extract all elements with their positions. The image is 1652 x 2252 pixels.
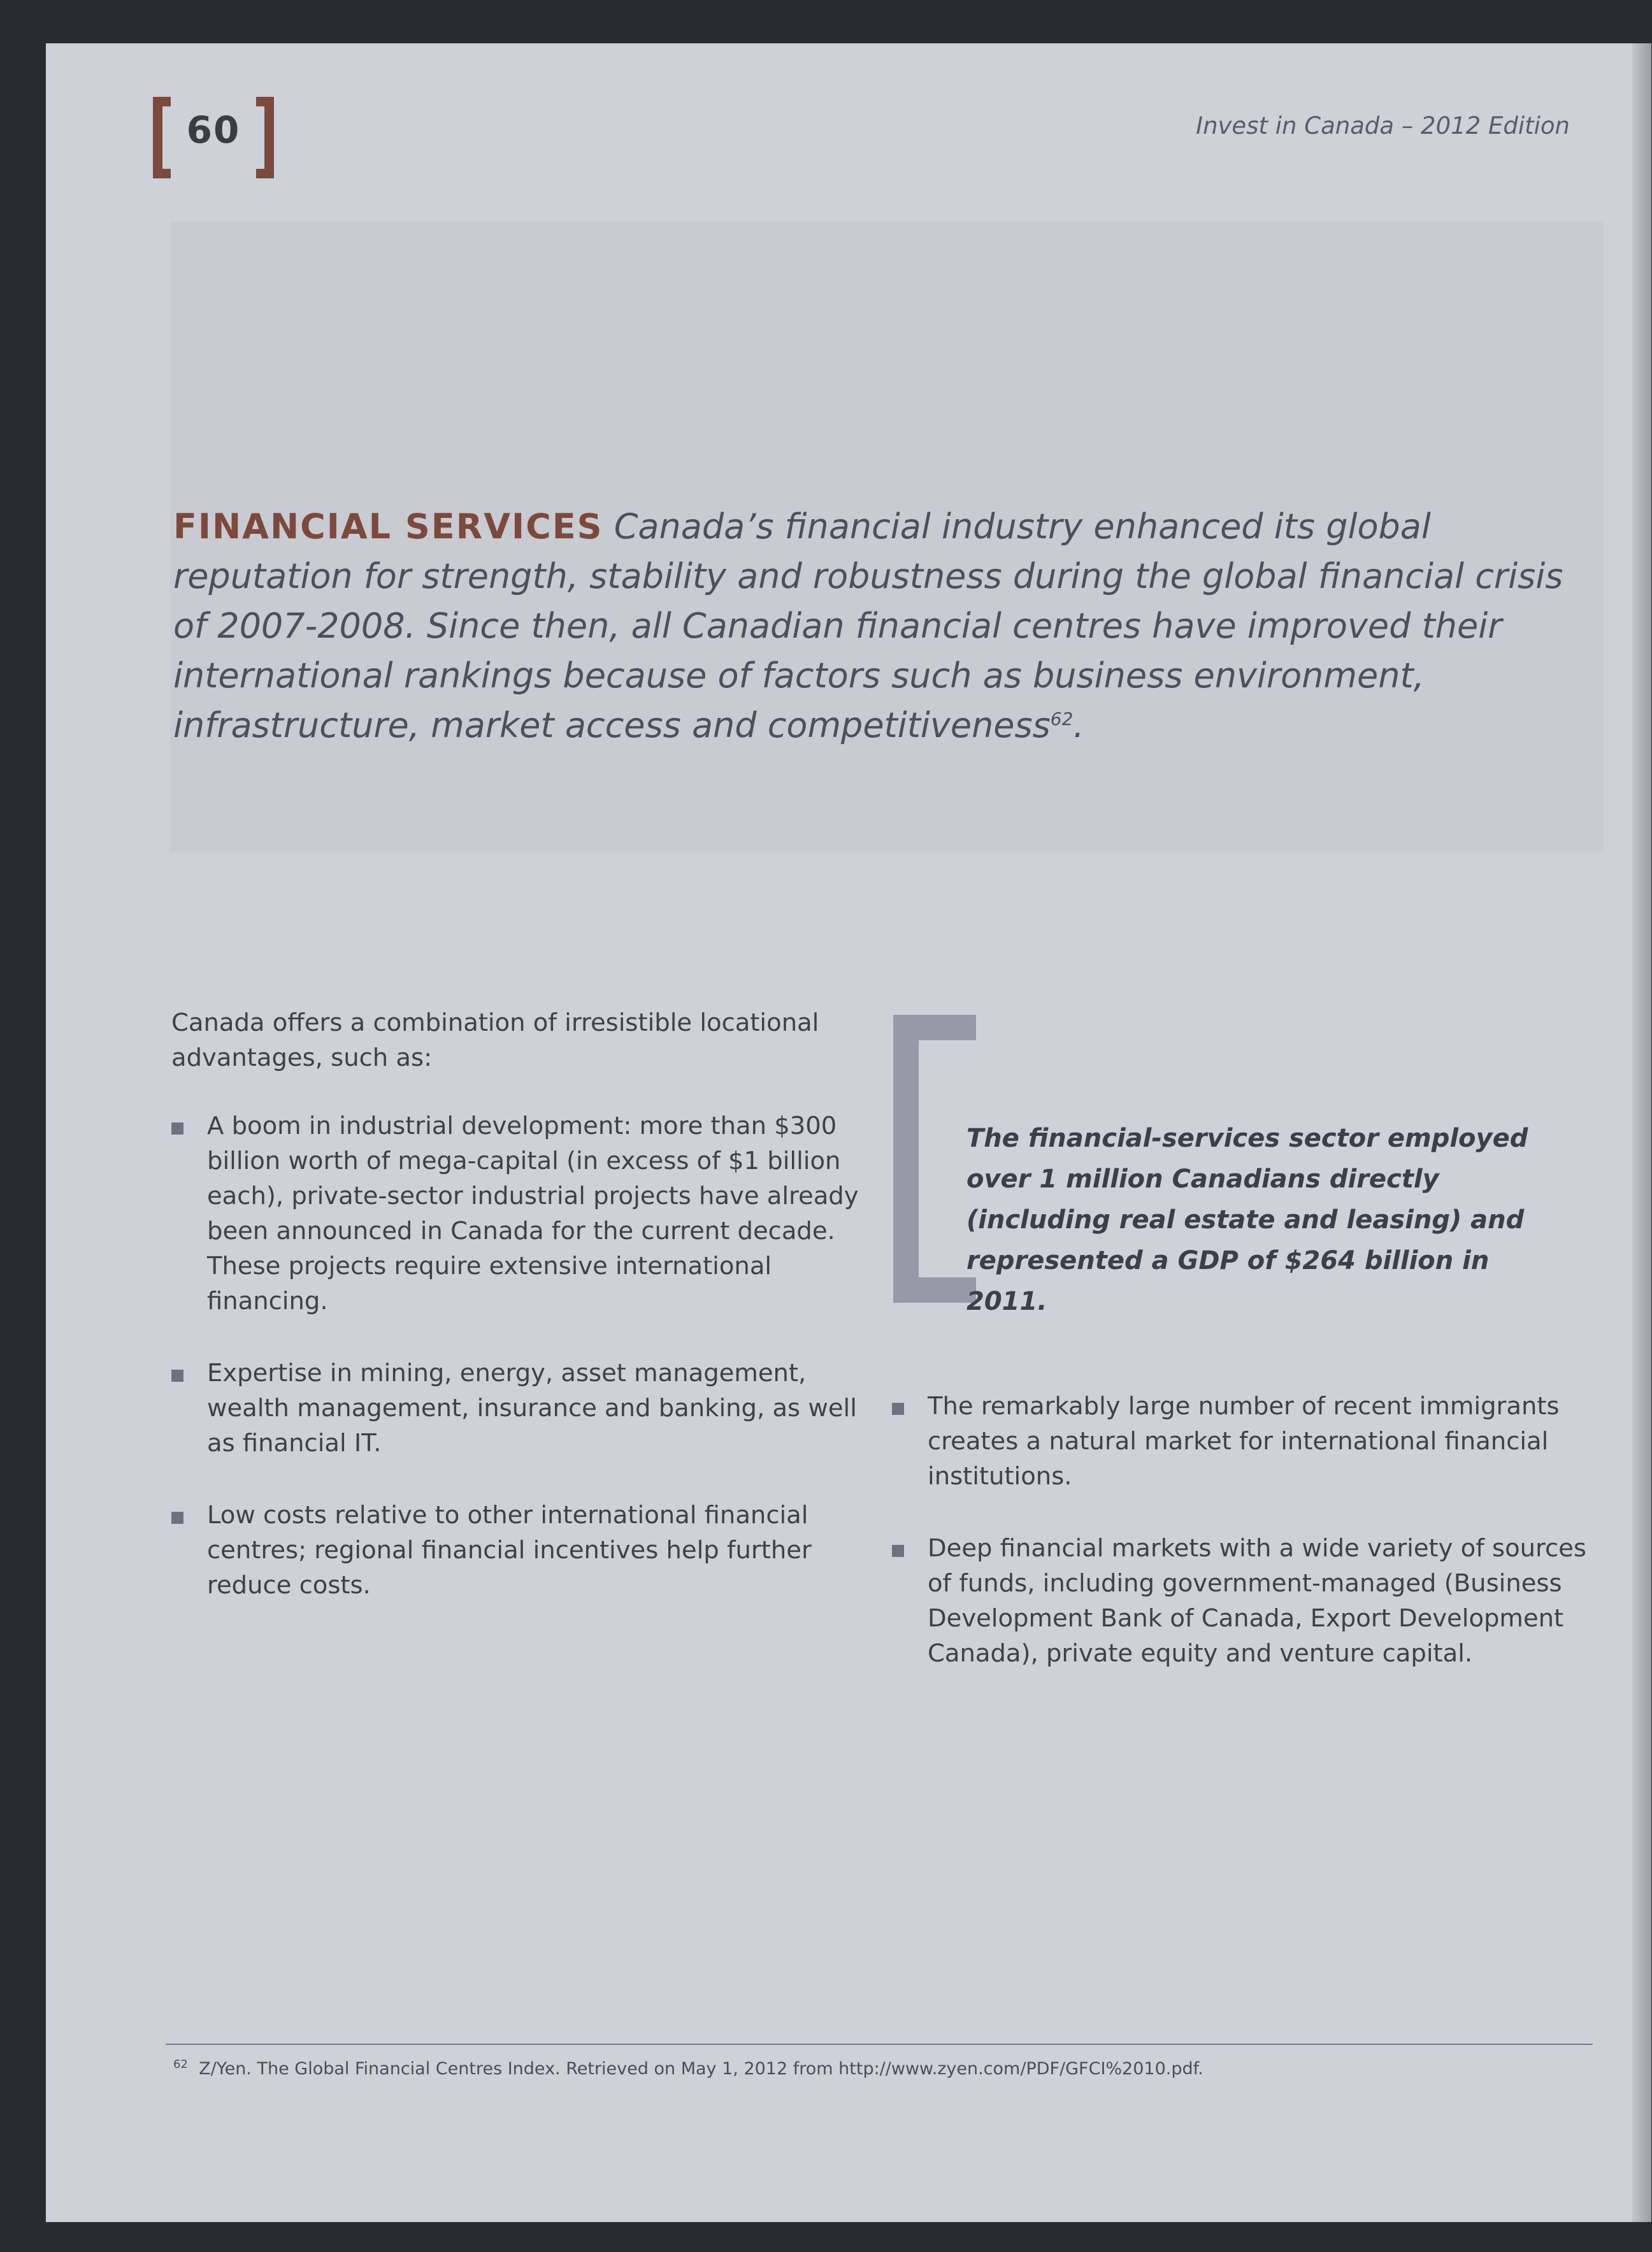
footnote-ref: 62 [1050, 708, 1074, 729]
intro-paragraph [173, 502, 1600, 750]
pull-quote: The financial-services sector employed over 1 million Canadians directly (including real estate and leasing) and represented a GDP of $264 billion in 2011. [966, 1124, 1528, 1316]
footnote-number: 62 [173, 2058, 188, 2071]
right-column [892, 1389, 1599, 1708]
list-item-text: The remarkably large number of recent immigrants creates a natural market for international financial institutions. [928, 1392, 1560, 1491]
quote-bracket-icon [893, 1015, 976, 1303]
bullet-icon [892, 1545, 904, 1557]
page [46, 43, 1651, 2222]
left-bullet-list [171, 1108, 879, 1603]
list-item-text: A boom in industrial development: more than $300 billion worth of mega-capital (in excess of $1 billion each), private-sector industrial projects have already been announced in Canada for the current decade. These projects require extensive international financing. [207, 1112, 859, 1316]
list-item [892, 1531, 1599, 1671]
page-edge [1632, 43, 1651, 2222]
footnote-divider [166, 2044, 1593, 2045]
page-number: 60 [186, 108, 241, 152]
bullet-icon [892, 1403, 904, 1415]
footnote [173, 2058, 1575, 2079]
list-item [892, 1389, 1599, 1494]
bullet-icon [171, 1370, 183, 1382]
right-bullet-list [892, 1389, 1599, 1671]
list-item-text: Low costs relative to other international financial centres; regional financial incentives help further reduce costs. [207, 1501, 812, 1600]
list-item [171, 1356, 879, 1461]
intro-end: . [1073, 705, 1084, 745]
list-item [171, 1498, 879, 1603]
right-bracket-icon [256, 97, 274, 178]
list-item-text: Deep financial markets with a wide variety of sources of funds, including government-managed (Business Development Bank of Canada, Export Development Canada), private equity and venture capital. [928, 1534, 1586, 1668]
footnote-text: Z/Yen. The Global Financial Centres Index. Retrieved on May 1, 2012 from http://www.zyen.com/PDF/GFCI%2010.pdf. [199, 2059, 1203, 2079]
intro-text: Canada’s financial industry enhanced its global reputation for strength, stability and robustness during the global financial crisis of 2007-2008. Since then, all Canadian financial centres have improved their international rankings because of factors such as business environment, infrastructure, market access and competitiveness [173, 506, 1563, 745]
left-column [171, 1005, 879, 1640]
bullet-icon [171, 1512, 183, 1524]
running-head: Invest in Canada – 2012 Edition [1196, 112, 1570, 140]
list-item-text: Expertise in mining, energy, asset management, wealth management, insurance and banking, as well as financial IT. [207, 1359, 857, 1458]
section-heading: FINANCIAL SERVICES [173, 506, 603, 547]
list-item [171, 1108, 879, 1319]
left-column-intro: Canada offers a combination of irresistible locational advantages, such as: [171, 1008, 819, 1072]
bullet-icon [171, 1122, 183, 1135]
pull-quote-box [893, 1015, 1588, 1333]
page-number-badge [153, 90, 274, 186]
